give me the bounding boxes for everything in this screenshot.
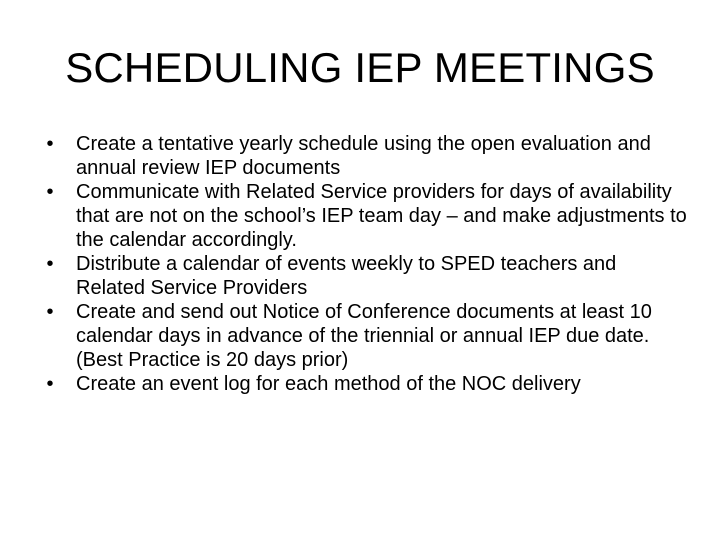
bullet-item xyxy=(40,180,690,252)
slide-title: SCHEDULING IEP MEETINGS xyxy=(65,44,655,91)
bullet-icon: • xyxy=(46,181,54,203)
bullet-text: Create and send out Notice of Conference documents at least 10 calendar days in advance of the triennial or annual IEP due date. (Best Practice is 20 days prior) xyxy=(76,301,652,371)
bullet-list xyxy=(40,132,690,396)
bullet-icon: • xyxy=(46,373,54,395)
bullet-text: Distribute a calendar of events weekly to SPED teachers and Related Service Providers xyxy=(76,253,617,299)
bullet-item xyxy=(40,252,690,300)
bullet-icon: • xyxy=(46,253,54,275)
bullet-icon: • xyxy=(46,133,54,155)
bullet-text: Communicate with Related Service providers for days of availability that are not on the school’s IEP team day – and make adjustments to the calendar accordingly. xyxy=(76,181,687,251)
bullet-text: Create an event log for each method of the NOC delivery xyxy=(76,373,581,395)
bullet-item xyxy=(40,372,690,396)
bullet-item xyxy=(40,132,690,180)
bullet-text: Create a tentative yearly schedule using the open evaluation and annual review IEP documents xyxy=(76,133,651,179)
bullet-item xyxy=(40,300,690,372)
bullet-icon: • xyxy=(46,301,54,323)
